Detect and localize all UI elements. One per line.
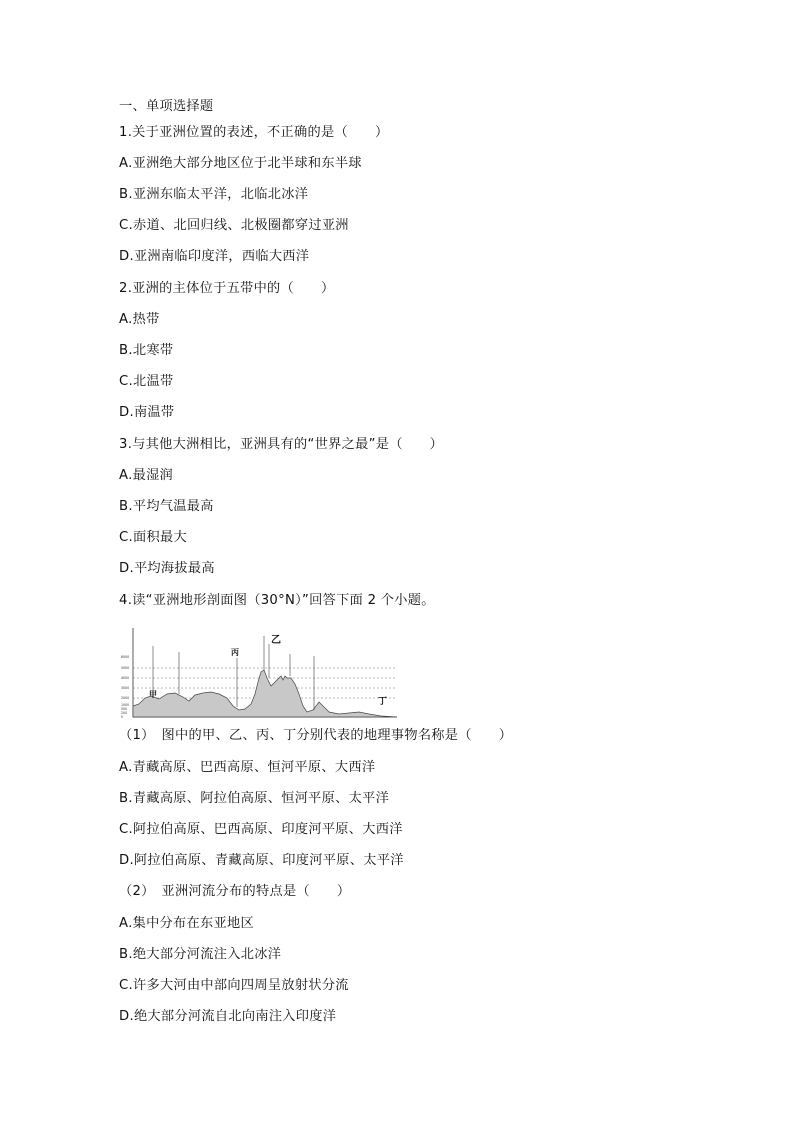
label-bing: 丙 [231, 648, 239, 657]
question-3-option-c: C.面积最大 [119, 530, 187, 545]
label-ding: 丁 [378, 697, 388, 707]
y-tick-7: 200 [121, 711, 128, 715]
section-title: 一、单项选择题 [119, 99, 214, 114]
y-tick-3: 3000 [121, 686, 130, 690]
question-4-stem: 4.读“亚洲地形剖面图（30°N）”回答下面 2 个小题。 [119, 593, 435, 608]
question-4-sub-1-option-c: C.阿拉伯高原、巴西高原、印度河平原、大西洋 [119, 822, 403, 837]
y-tick-5: 1000 [121, 703, 130, 707]
question-2-option-c: C.北温带 [119, 374, 174, 389]
label-jia: 甲 [149, 690, 157, 699]
label-yi: 乙 [271, 635, 281, 646]
question-1-stem: 1.关于亚洲位置的表述，不正确的是（ ） [119, 125, 389, 140]
y-tick-2: 4000 [121, 676, 130, 680]
y-tick-1: 5000 [121, 666, 130, 670]
question-2-stem: 2.亚洲的主体位于五带中的（ ） [119, 281, 335, 296]
question-2-option-d: D.南温带 [119, 405, 175, 420]
y-tick-4: 2000 [121, 696, 130, 700]
question-3-stem: 3.与其他大洲相比，亚洲具有的“世界之最”是（ ） [119, 437, 444, 452]
question-4-sub-2-option-b: B.绝大部分河流注入北冰洋 [119, 947, 282, 962]
question-4-sub-1-option-d: D.阿拉伯高原、青藏高原、印度河平原、太平洋 [119, 853, 404, 868]
y-tick-0: 6000 [121, 655, 130, 659]
question-3-option-a: A.最湿润 [119, 468, 174, 483]
question-1-option-d: D.亚洲南临印度洋，西临大西洋 [119, 249, 310, 264]
question-3-option-b: B.平均气温最高 [119, 499, 214, 514]
question-2-option-a: A.热带 [119, 312, 160, 327]
terrain-profile-figure [119, 622, 397, 719]
y-tick-8: 0 [121, 715, 124, 719]
question-4-sub-2-option-d: D.绝大部分河流自北向南注入印度洋 [119, 1009, 337, 1024]
question-1-option-b: B.亚洲东临太平洋，北临北冰洋 [119, 187, 309, 202]
question-4-sub-1-option-b: B.青藏高原、阿拉伯高原、恒河平原、太平洋 [119, 791, 390, 806]
question-4-sub-2-option-c: C.许多大河由中部向四周呈放射状分流 [119, 978, 349, 993]
question-3-option-d: D.平均海拔最高 [119, 561, 215, 576]
question-1-option-a: A.亚洲绝大部分地区位于北半球和东半球 [119, 156, 362, 171]
question-4-sub-2-option-a: A.集中分布在东亚地区 [119, 916, 254, 931]
question-4-sub-1-stem: （1） 图中的甲、乙、丙、丁分别代表的地理事物名称是（ ） [119, 728, 513, 743]
question-4-sub-1-option-a: A.青藏高原、巴西高原、恒河平原、大西洋 [119, 760, 376, 775]
question-2-option-b: B.北寒带 [119, 343, 174, 358]
y-tick-6: 500 [121, 707, 128, 711]
question-4-sub-2-stem: （2） 亚洲河流分布的特点是（ ） [119, 884, 351, 899]
question-1-option-c: C.赤道、北回归线、北极圈都穿过亚洲 [119, 218, 349, 233]
